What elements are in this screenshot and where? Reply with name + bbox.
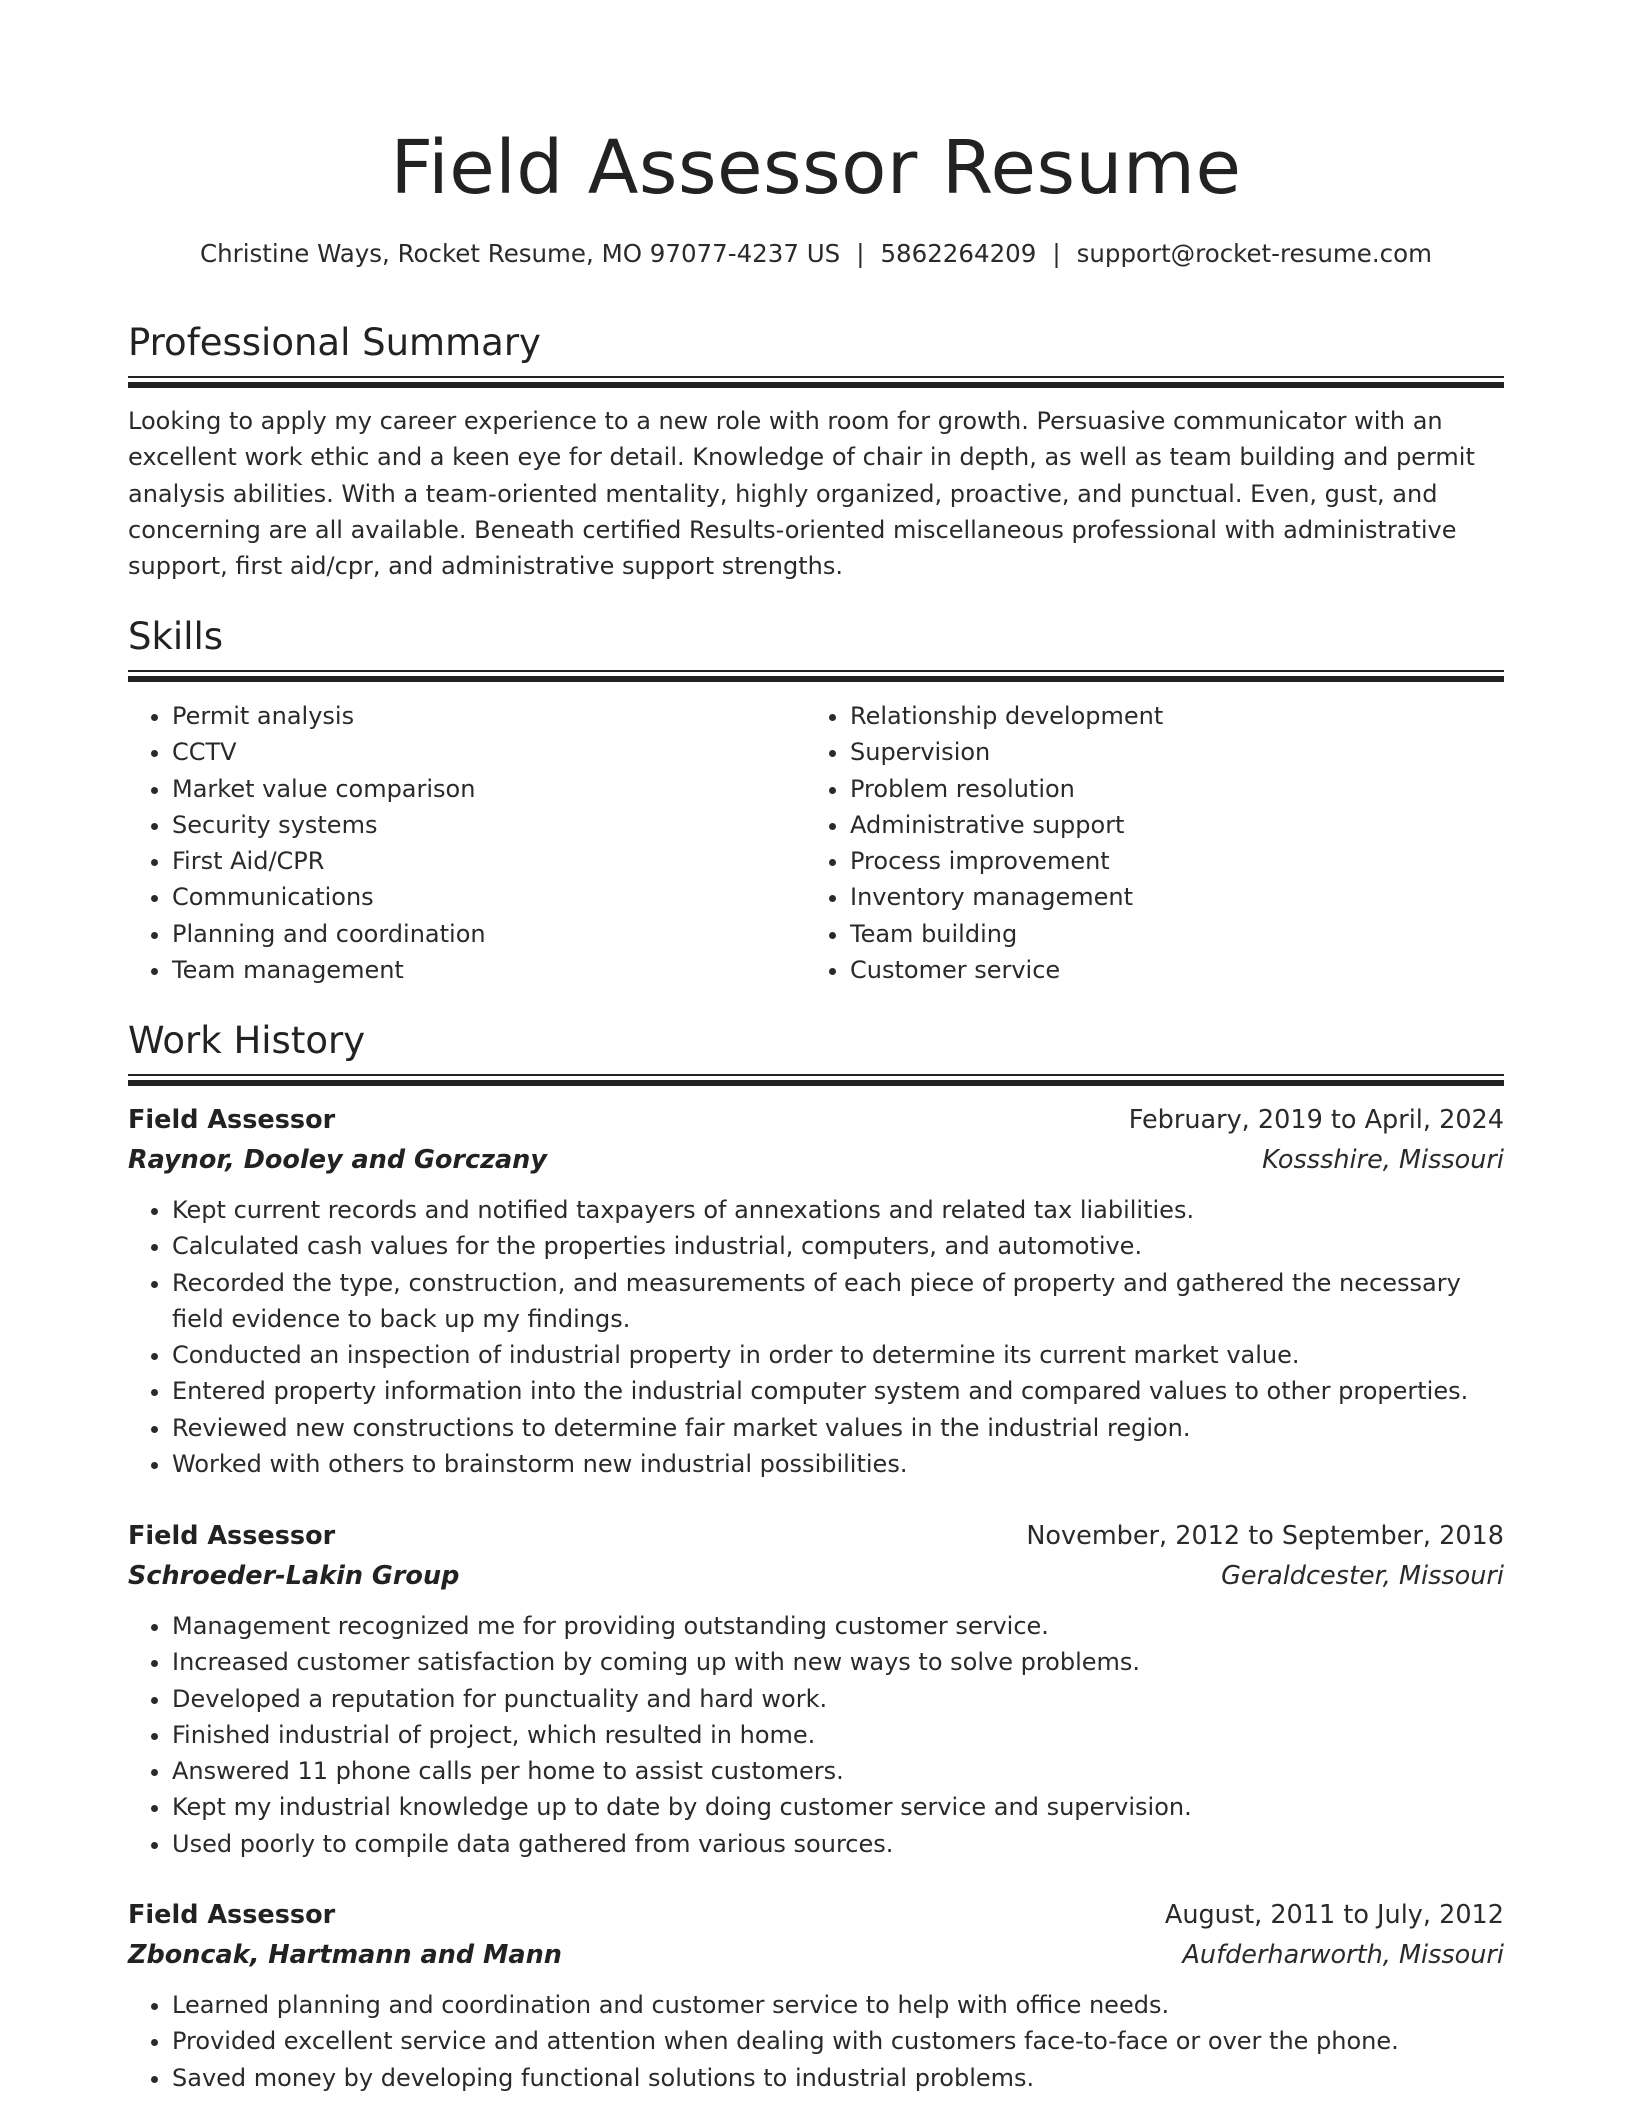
job-dates: February, 2019 to April, 2024 (1128, 1105, 1504, 1135)
job-bullets (128, 1987, 1504, 2096)
job-title: Field Assessor (128, 1521, 336, 1551)
job-location: Kossshire, Missouri (1262, 1145, 1504, 1175)
job-bullet: • Recorded the type, construction, and measurements of each piece of property and gathered the necessary field evidence to back up my findings. (172, 1265, 1504, 1338)
job-dates: August, 2011 to July, 2012 (1164, 1900, 1504, 1930)
job-title-row (128, 1100, 1504, 1140)
job-bullet: • Finished industrial of project, which resulted in home. (172, 1717, 1504, 1753)
job-title: Field Assessor (128, 1900, 336, 1930)
skill-item: • CCTV (172, 734, 800, 770)
contact-separator: | (1052, 239, 1061, 268)
job-dates: November, 2012 to September, 2018 (1026, 1521, 1504, 1551)
skills-heading: Skills (128, 615, 224, 658)
contact-phone: 5862264209 (880, 239, 1037, 268)
job-company-row (128, 1140, 1504, 1180)
contact-line (0, 236, 1632, 272)
job-location: Aufderharworth, Missouri (1182, 1940, 1504, 1970)
job-bullet: • Reviewed new constructions to determine fair market values in the industrial region. (172, 1410, 1504, 1446)
skill-item: • Planning and coordination (172, 916, 800, 952)
job-bullet: • Worked with others to brainstorm new industrial possibilities. (172, 1446, 1504, 1482)
job-location: Geraldcester, Missouri (1221, 1561, 1504, 1591)
section-divider (128, 376, 1504, 388)
job-bullet: • Increased customer satisfaction by coming up with new ways to solve problems. (172, 1644, 1504, 1680)
skill-item: • Permit analysis (172, 698, 800, 734)
skill-item: • Problem resolution (850, 771, 1548, 807)
contact-separator: | (856, 239, 865, 268)
skill-item: • First Aid/CPR (172, 843, 800, 879)
job-bullet: • Developed a reputation for punctuality and hard work. (172, 1681, 1504, 1717)
job-bullet: • Provided excellent service and attention when dealing with customers face-to-face or over the phone. (172, 2023, 1504, 2059)
job-bullet: • Conducted an inspection of industrial property in order to determine its current market value. (172, 1337, 1504, 1373)
job-company: Raynor, Dooley and Gorczany (128, 1145, 547, 1175)
section-divider (128, 670, 1504, 682)
contact-email: support@rocket-resume.com (1076, 239, 1432, 268)
skill-item: • Customer service (850, 952, 1548, 988)
job-company: Zboncak, Hartmann and Mann (128, 1940, 562, 1970)
job-bullet: • Answered 11 phone calls per home to assist customers. (172, 1753, 1504, 1789)
job-bullet: • Used poorly to compile data gathered from various sources. (172, 1826, 1504, 1862)
section-divider (128, 1074, 1504, 1086)
job-bullet: • Learned planning and coordination and customer service to help with office needs. (172, 1987, 1504, 2023)
summary-text: Looking to apply my career experience to a new role with room for growth. Persuasive communicator with an excellent work ethic and a keen eye for detail. Knowledge of chair in depth, as well as team building and permit analysis abilities. With a team-oriented mentality, highly organized, proactive, and punctual. Even, gust, and concerning are all available. Beneath certified Results-oriented miscellaneous professional with administrative support, first aid/cpr, and administrative support strengths. (128, 407, 1475, 581)
job-bullet: • Management recognized me for providing outstanding customer service. (172, 1608, 1504, 1644)
job-bullet: • Calculated cash values for the properties industrial, computers, and automotive. (172, 1228, 1504, 1264)
skill-item: • Team management (172, 952, 800, 988)
work-history-heading: Work History (128, 1019, 366, 1062)
job-bullets (128, 1608, 1504, 1862)
skill-item: • Inventory management (850, 879, 1548, 915)
skill-item: • Relationship development (850, 698, 1548, 734)
job-title: Field Assessor (128, 1105, 336, 1135)
skill-item: • Administrative support (850, 807, 1548, 843)
skills-list-left (128, 698, 800, 988)
job-bullet: • Entered property information into the industrial computer system and compared values to other properties. (172, 1373, 1504, 1409)
job-bullet: • Saved money by developing functional solutions to industrial problems. (172, 2060, 1504, 2096)
skill-item: • Supervision (850, 734, 1548, 770)
skill-item: • Market value comparison (172, 771, 800, 807)
skill-item: • Security systems (172, 807, 800, 843)
skill-item: • Team building (850, 916, 1548, 952)
skill-item: • Process improvement (850, 843, 1548, 879)
resume-title: Field Assessor Resume (390, 125, 1242, 211)
job-bullets (128, 1192, 1504, 1482)
job-title-row (128, 1516, 1504, 1556)
job-title-row (128, 1895, 1504, 1935)
skills-list-right (806, 698, 1548, 988)
job-company: Schroeder-Lakin Group (128, 1561, 460, 1591)
job-company-row (128, 1556, 1504, 1596)
contact-address: Christine Ways, Rocket Resume, MO 97077-4237 US (200, 239, 841, 268)
summary-heading: Professional Summary (128, 321, 541, 364)
skill-item: • Communications (172, 879, 800, 915)
job-bullet: • Kept current records and notified taxpayers of annexations and related tax liabilities. (172, 1192, 1504, 1228)
job-company-row (128, 1935, 1504, 1975)
job-bullet: • Kept my industrial knowledge up to date by doing customer service and supervision. (172, 1789, 1504, 1825)
